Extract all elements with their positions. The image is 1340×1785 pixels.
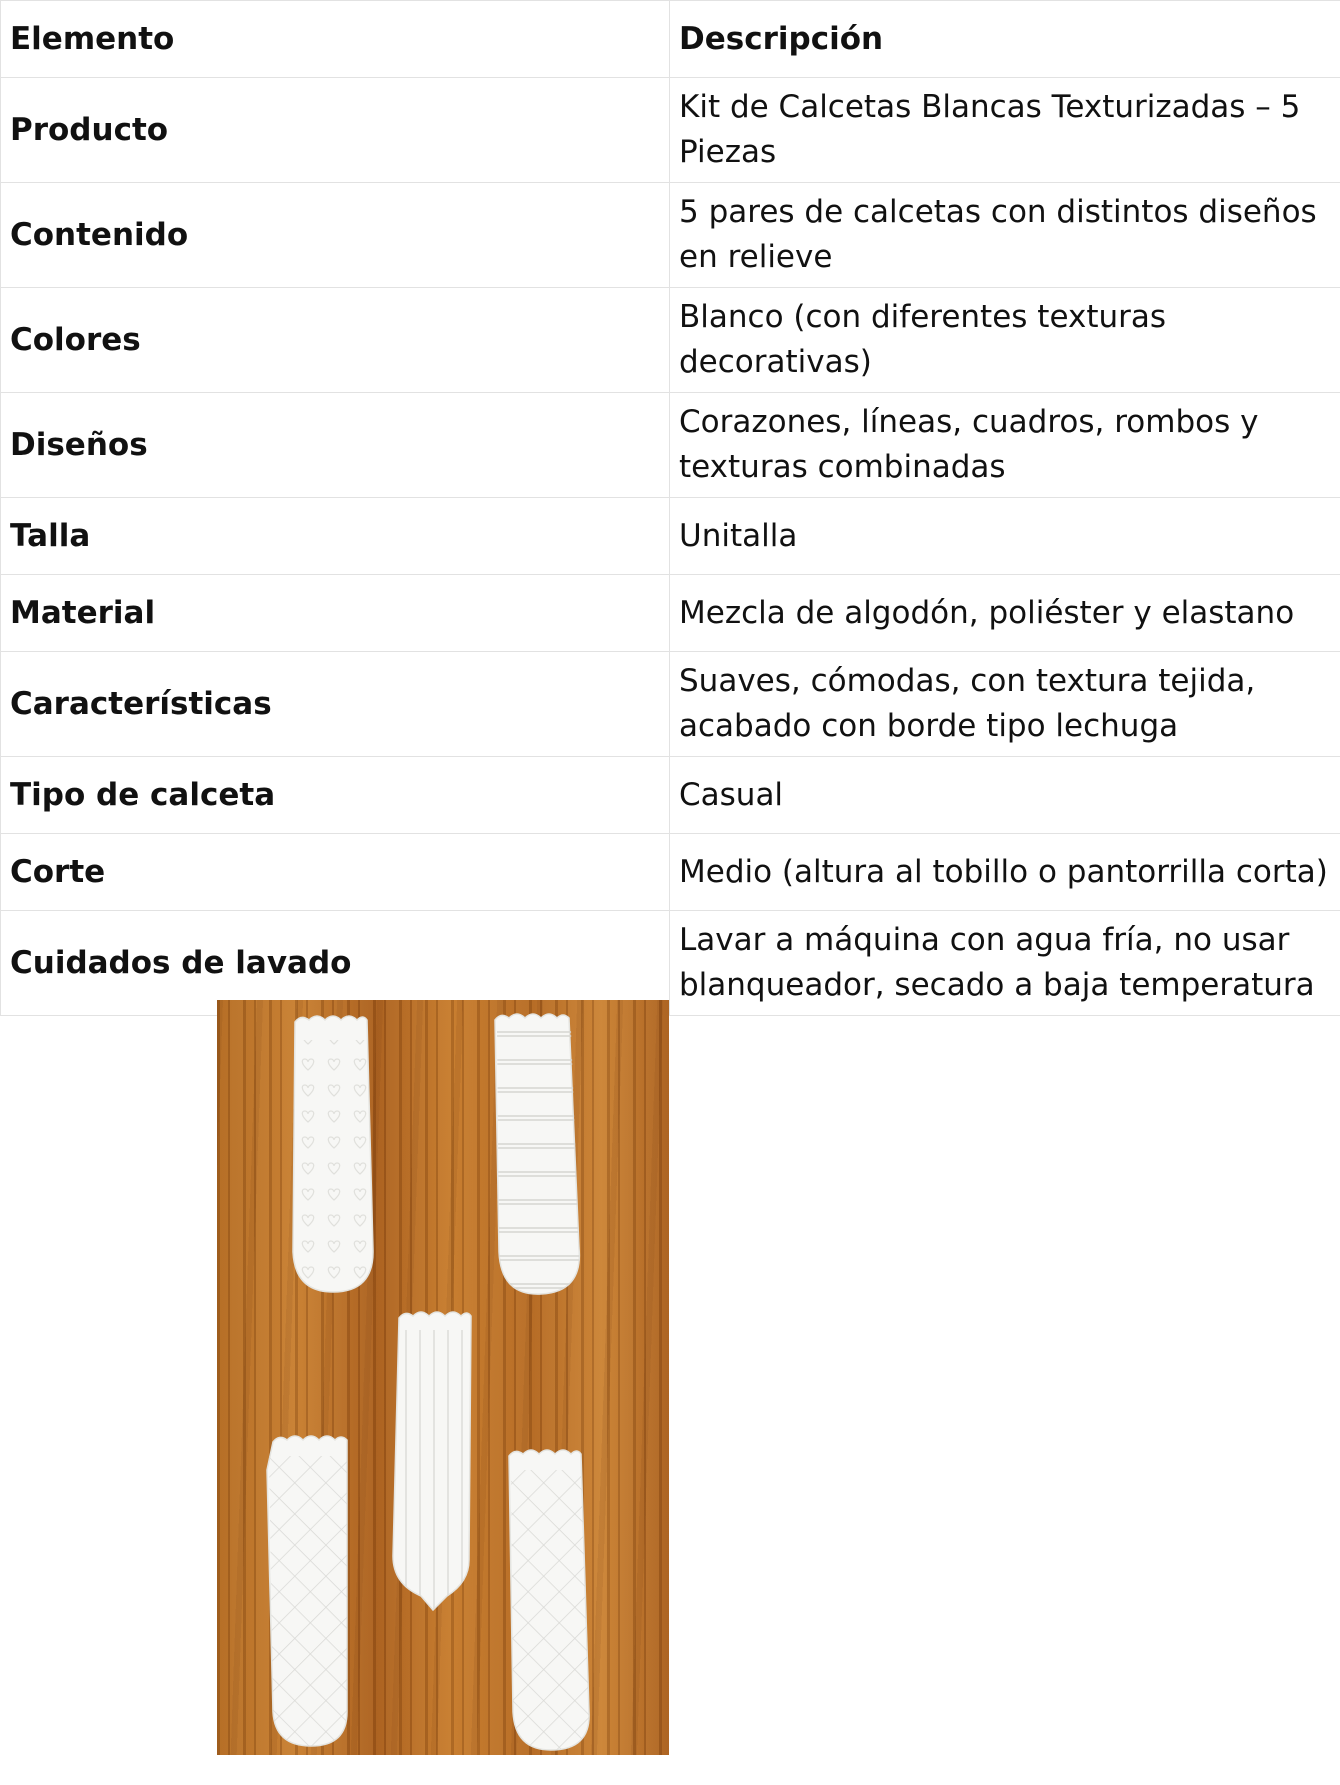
row-value: Lavar a máquina con agua fría, no usar blanqueador, secado a baja temperatura <box>670 911 1340 1016</box>
table-row <box>1 183 1340 288</box>
product-photo <box>217 1000 669 1755</box>
row-value: Kit de Calcetas Blancas Texturizadas – 5 Piezas <box>670 78 1340 183</box>
row-label: Material <box>1 575 670 652</box>
row-label: Características <box>1 652 670 757</box>
header-descripcion: Descripción <box>670 1 1340 78</box>
sock-diamonds-left <box>267 1436 347 1746</box>
row-label: Colores <box>1 288 670 393</box>
sock-lines <box>393 1312 471 1610</box>
row-label: Cuidados de lavado <box>1 911 670 1016</box>
row-value: Corazones, líneas, cuadros, rombos y texturas combinadas <box>670 393 1340 498</box>
table-row <box>1 288 1340 393</box>
sock-hearts <box>293 1016 373 1292</box>
row-value: Suaves, cómodas, con textura tejida, acabado con borde tipo lechuga <box>670 652 1340 757</box>
row-label: Contenido <box>1 183 670 288</box>
row-label: Tipo de calceta <box>1 757 670 834</box>
table-row <box>1 393 1340 498</box>
row-label: Talla <box>1 498 670 575</box>
table-row <box>1 575 1340 652</box>
row-value: Medio (altura al tobillo o pantorrilla corta) <box>670 834 1340 911</box>
row-value: Unitalla <box>670 498 1340 575</box>
sock-diamonds-right <box>509 1450 589 1750</box>
row-label: Diseños <box>1 393 670 498</box>
table-row <box>1 757 1340 834</box>
table-header-row <box>1 1 1340 78</box>
row-value: Casual <box>670 757 1340 834</box>
table-row <box>1 834 1340 911</box>
header-elemento: Elemento <box>1 1 670 78</box>
row-value: 5 pares de calcetas con distintos diseños en relieve <box>670 183 1340 288</box>
table-row <box>1 911 1340 1016</box>
row-value: Blanco (con diferentes texturas decorativas) <box>670 288 1340 393</box>
sock-bands <box>495 1014 579 1294</box>
table-row <box>1 78 1340 183</box>
table-row <box>1 498 1340 575</box>
row-value: Mezcla de algodón, poliéster y elastano <box>670 575 1340 652</box>
row-label: Corte <box>1 834 670 911</box>
row-label: Producto <box>1 78 670 183</box>
table-row <box>1 652 1340 757</box>
socks-illustration <box>217 1000 669 1755</box>
